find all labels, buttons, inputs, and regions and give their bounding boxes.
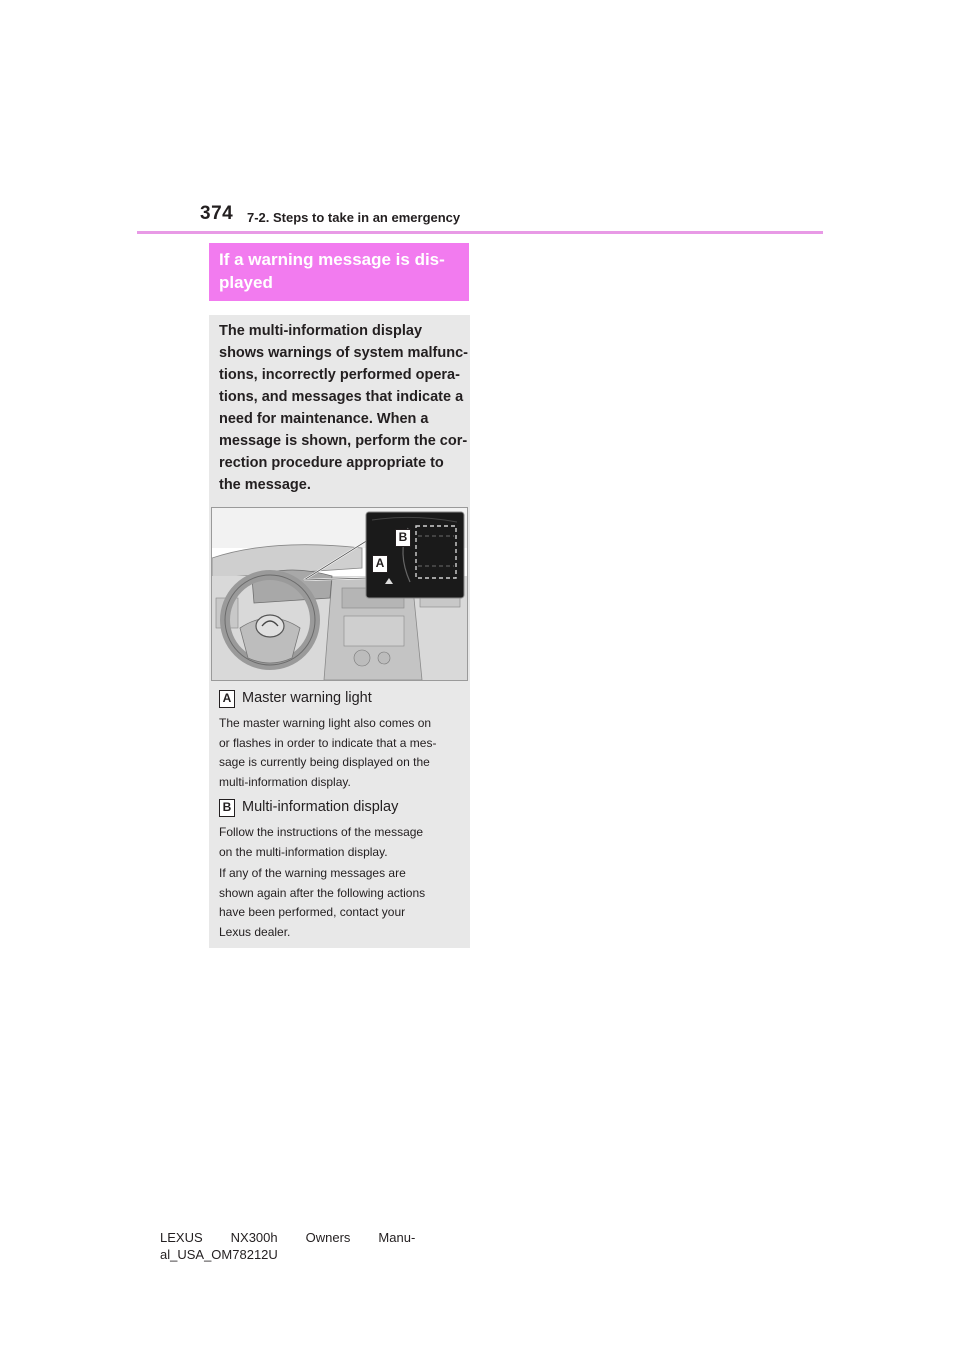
page-number: 374 bbox=[200, 203, 234, 224]
item-a-line: or flashes in order to indicate that a mes- bbox=[219, 735, 437, 750]
intro-line: shows warnings of system malfunc- bbox=[219, 345, 468, 361]
footer-word: Owners bbox=[305, 1230, 351, 1245]
item-b-line: have been performed, contact your bbox=[219, 905, 406, 919]
footer-line-2: al_USA_OM78212U bbox=[160, 1247, 278, 1262]
footer-word: Manu- bbox=[378, 1230, 416, 1245]
intro-line: the message. bbox=[219, 477, 311, 493]
item-a-description bbox=[219, 714, 464, 792]
header-rule bbox=[137, 231, 823, 234]
item-a-line: The master warning light also comes on bbox=[219, 716, 432, 730]
figure-callout-a: A bbox=[372, 555, 388, 573]
intro-line: rection procedure appropriate to bbox=[219, 455, 444, 471]
item-b-line: on the multi-information display. bbox=[219, 844, 388, 859]
item-b-title: Multi-information display bbox=[242, 799, 399, 815]
section-title: 7-2. Steps to take in an emergency bbox=[247, 210, 461, 225]
banner-title-line-2: played bbox=[219, 273, 273, 292]
footer-line-1 bbox=[160, 1229, 443, 1246]
item-a-line: multi-information display. bbox=[219, 774, 351, 789]
item-b-paragraph-2 bbox=[219, 864, 464, 942]
footer-word: NX300h bbox=[230, 1230, 278, 1245]
item-a-line: sage is currently being displayed on the bbox=[219, 755, 430, 769]
figure-callout-b: B bbox=[395, 529, 411, 547]
item-b-paragraph-1 bbox=[219, 823, 464, 862]
intro-line: tions, incorrectly performed opera- bbox=[219, 367, 460, 383]
dashboard-drawing bbox=[212, 508, 467, 680]
intro-line: message is shown, perform the cor- bbox=[219, 433, 468, 449]
intro-line: tions, and messages that indicate a bbox=[219, 389, 464, 405]
intro-line: The multi-information display bbox=[219, 323, 423, 339]
item-a-title: Master warning light bbox=[242, 690, 372, 706]
section-banner bbox=[209, 243, 469, 301]
dashboard-illustration bbox=[211, 507, 468, 681]
page-footer bbox=[160, 1229, 443, 1263]
item-b-line: If any of the warning messages are bbox=[219, 866, 406, 880]
item-b-line: Lexus dealer. bbox=[219, 924, 291, 939]
item-b-line: Follow the instructions of the message bbox=[219, 825, 424, 839]
footer-word: LEXUS bbox=[160, 1230, 203, 1245]
item-a-marker: A bbox=[219, 690, 235, 708]
item-b-line: shown again after the following actions bbox=[219, 885, 426, 900]
item-b-marker: B bbox=[219, 799, 235, 817]
intro-line: need for maintenance. When a bbox=[219, 411, 429, 427]
intro-text bbox=[219, 320, 469, 496]
banner-title-line-1: If a warning message is dis- bbox=[219, 250, 445, 269]
